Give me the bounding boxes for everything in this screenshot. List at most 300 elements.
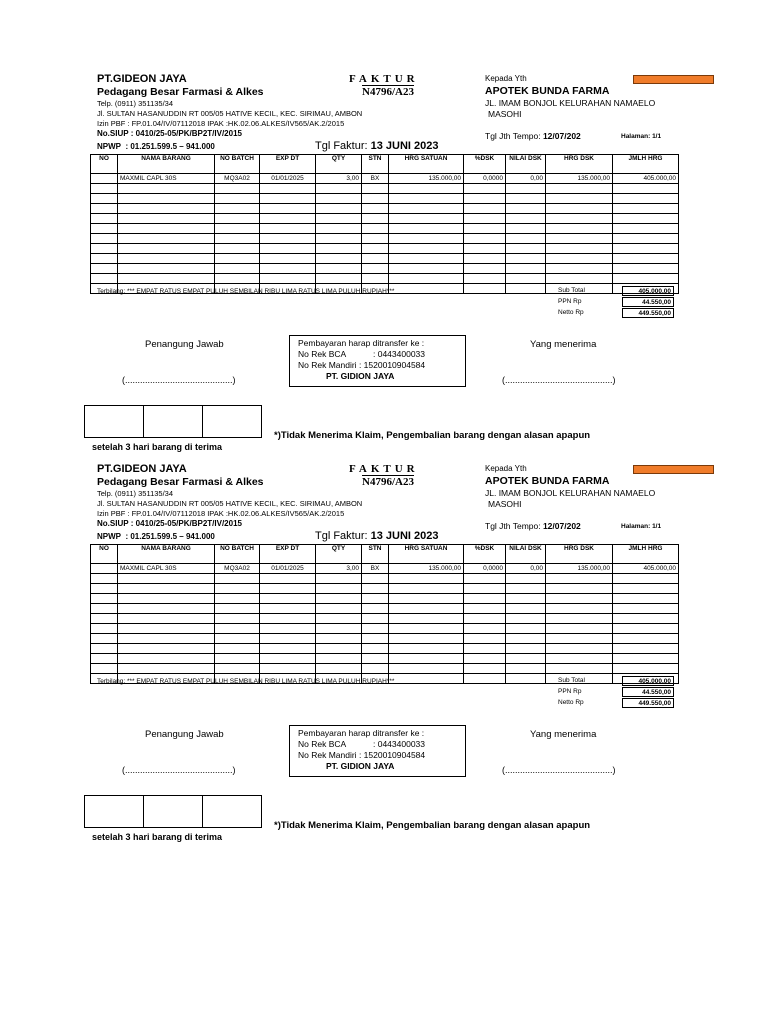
table-cell (118, 624, 215, 634)
table-cell (118, 224, 215, 234)
claim-notice: *)Tidak Menerima Klaim, Pengembalian barang dengan alasan apapun (274, 820, 591, 831)
subtotal-label: Sub Total (558, 677, 585, 684)
ppn-label: PPN Rp (558, 688, 582, 695)
company-siup (97, 519, 242, 528)
table-cell (464, 274, 506, 284)
table-cell (362, 194, 389, 204)
table-cell (118, 214, 215, 224)
accent-bar (633, 465, 714, 474)
table-cell (506, 634, 546, 644)
table-cell (389, 574, 464, 584)
company-subtitle: Pedagang Besar Farmasi & Alkes (97, 86, 264, 98)
account-name: PT. GIDION JAYA (326, 371, 395, 381)
table-cell (260, 274, 316, 284)
table-cell (260, 594, 316, 604)
netto-value: 449.550,00 (622, 698, 674, 708)
table-cell (613, 654, 679, 664)
table-cell (464, 234, 506, 244)
table-cell (389, 634, 464, 644)
signature-left-line: (...........................................) (122, 375, 236, 385)
table-cell (91, 244, 118, 254)
table-cell (546, 244, 613, 254)
table-cell (362, 654, 389, 664)
subtotal-value: 405.000,00 (622, 286, 674, 296)
company-npwp (97, 142, 215, 151)
table-cell (546, 664, 613, 674)
table-body (91, 174, 679, 294)
table-cell (316, 214, 362, 224)
table-cell (506, 654, 546, 664)
table-cell (215, 204, 260, 214)
table-cell (91, 234, 118, 244)
table-cell: 135.000,00 (389, 174, 464, 184)
column-header: JMLH HRG (613, 545, 679, 564)
table-row (91, 184, 679, 194)
table-cell (316, 234, 362, 244)
bca-label: No Rek BCA (298, 349, 347, 359)
table-cell (613, 234, 679, 244)
table-row (91, 234, 679, 244)
mandiri-label: No Rek Mandiri (298, 360, 357, 370)
table-cell (613, 184, 679, 194)
table-cell (362, 244, 389, 254)
table-cell (613, 204, 679, 214)
table-cell (506, 644, 546, 654)
table-cell (91, 584, 118, 594)
table-cell (316, 184, 362, 194)
table-cell (464, 214, 506, 224)
table-cell (464, 194, 506, 204)
table-cell (316, 254, 362, 264)
table-cell (215, 594, 260, 604)
faktur-date (315, 530, 439, 542)
table-cell (215, 244, 260, 254)
table-cell (316, 264, 362, 274)
signature-right-label: Yang menerima (530, 339, 597, 350)
table-cell (316, 224, 362, 234)
table-cell (260, 584, 316, 594)
signature-left-label: Penangung Jawab (145, 729, 224, 740)
table-cell (546, 194, 613, 204)
table-cell (118, 644, 215, 654)
table-cell (316, 614, 362, 624)
column-header: EXP DT (260, 545, 316, 564)
table-cell (91, 644, 118, 654)
company-address: Jl. SULTAN HASANUDDIN RT 005/05 HATIVE KECIL, KEC. SIRIMAU, AMBON (97, 109, 363, 118)
table-row (91, 224, 679, 234)
column-header: NO (91, 545, 118, 564)
table-cell (506, 674, 546, 684)
company-name: PT.GIDEON JAYA (97, 463, 187, 475)
table-cell (260, 624, 316, 634)
table-cell (118, 194, 215, 204)
table-cell: MAXMIL CAPL 30S (118, 564, 215, 574)
table-cell (316, 194, 362, 204)
table-cell (464, 654, 506, 664)
column-header: NAMA BARANG (118, 545, 215, 564)
table-cell (464, 634, 506, 644)
table-cell (118, 574, 215, 584)
table-row (91, 194, 679, 204)
due-date-value: 12/07/202 (542, 131, 581, 141)
table-row (91, 214, 679, 224)
table-cell (91, 654, 118, 664)
table-cell (91, 664, 118, 674)
page-number: Halaman: 1/1 (621, 523, 662, 530)
table-cell (118, 244, 215, 254)
table-cell (260, 654, 316, 664)
table-cell (389, 584, 464, 594)
table-cell (613, 644, 679, 654)
npwp-label: NPWP (97, 532, 121, 541)
company-subtitle: Pedagang Besar Farmasi & Alkes (97, 476, 264, 488)
netto-value: 449.550,00 (622, 308, 674, 318)
table-cell (389, 194, 464, 204)
table-cell (118, 184, 215, 194)
bca-account (298, 739, 425, 749)
column-header: STN (362, 545, 389, 564)
faktur-date-value: 13 JUNI 2023 (370, 530, 439, 542)
table-cell (215, 654, 260, 664)
table-row (91, 654, 679, 664)
customer-address-1: JL. IMAM BONJOL KELURAHAN NAMAELO (485, 98, 656, 108)
table-cell (613, 274, 679, 284)
due-date (485, 131, 581, 141)
table-cell (362, 594, 389, 604)
amount-in-words: Terbilang: *** EMPAT RATUS EMPAT PULUH SEMBILAN RIBU LIMA RATUS LIMA PULUH RUPIAH*** (97, 288, 395, 295)
table-cell: 3,00 (316, 564, 362, 574)
table-cell (464, 674, 506, 684)
table-cell: 0,0000 (464, 174, 506, 184)
mandiri-account (298, 360, 425, 370)
faktur-number: N4796/A23 (362, 86, 414, 98)
table-cell (215, 634, 260, 644)
column-header: STN (362, 155, 389, 174)
table-cell: 01/01/2025 (260, 564, 316, 574)
claim-notice: *)Tidak Menerima Klaim, Pengembalian barang dengan alasan apapun (274, 430, 591, 441)
table-row (91, 624, 679, 634)
table-row (91, 614, 679, 624)
table-cell (546, 644, 613, 654)
table-cell (389, 284, 464, 294)
table-cell (613, 584, 679, 594)
table-cell (464, 264, 506, 274)
npwp-value: : 01.251.599.5 – 941.000 (125, 532, 215, 541)
table-cell (260, 644, 316, 654)
table-cell (389, 664, 464, 674)
table-cell (464, 284, 506, 294)
table-cell (215, 584, 260, 594)
table-cell (546, 214, 613, 224)
table-cell (506, 194, 546, 204)
table-cell (546, 624, 613, 634)
stamp-cell (144, 796, 203, 827)
npwp-label: NPWP (97, 142, 121, 151)
table-cell (613, 604, 679, 614)
table-cell (464, 624, 506, 634)
siup-label: No.SIUP (97, 129, 129, 138)
table-cell (546, 204, 613, 214)
table-cell (613, 664, 679, 674)
table-cell (389, 654, 464, 664)
faktur-date-label: Tgl Faktur: (315, 140, 371, 152)
table-cell (389, 644, 464, 654)
table-cell (362, 254, 389, 264)
table-cell (546, 274, 613, 284)
table-cell (464, 204, 506, 214)
customer-address-1: JL. IMAM BONJOL KELURAHAN NAMAELO (485, 488, 656, 498)
column-header: NO BATCH (215, 545, 260, 564)
table-cell (118, 614, 215, 624)
table-cell (506, 234, 546, 244)
account-name: PT. GIDION JAYA (326, 761, 395, 771)
table-cell (506, 224, 546, 234)
faktur-title: FAKTUR (349, 73, 419, 85)
column-header: HRG DSK (546, 155, 613, 174)
table-cell (613, 264, 679, 274)
table-row (91, 564, 679, 574)
mandiri-value: : 1520010904584 (358, 750, 426, 760)
mandiri-account (298, 750, 425, 760)
stamp-cell (144, 406, 203, 437)
signature-right-line: (...........................................) (502, 375, 616, 385)
table-row (91, 604, 679, 614)
table-cell: BX (362, 174, 389, 184)
table-cell (260, 244, 316, 254)
column-header: NILAI DSK (506, 545, 546, 564)
table-cell (613, 594, 679, 604)
table-cell (215, 254, 260, 264)
faktur-date-value: 13 JUNI 2023 (370, 140, 439, 152)
table-cell (91, 564, 118, 574)
payment-box (289, 725, 466, 777)
table-cell (260, 194, 316, 204)
faktur-number: N4796/A23 (362, 476, 414, 488)
payment-instruction: Pembayaran harap ditransfer ke : (298, 338, 425, 348)
table-cell (546, 264, 613, 274)
table-cell (91, 184, 118, 194)
table-cell (215, 624, 260, 634)
table-cell (316, 604, 362, 614)
recipient-label: Kepada Yth (485, 464, 527, 473)
table-cell (260, 184, 316, 194)
stamp-boxes (84, 795, 262, 828)
faktur-date-label: Tgl Faktur: (315, 530, 371, 542)
accent-bar (633, 75, 714, 84)
column-header: QTY (316, 155, 362, 174)
payment-instruction: Pembayaran harap ditransfer ke : (298, 728, 425, 738)
table-cell: 405.000,00 (613, 174, 679, 184)
signature-right-line: (...........................................) (502, 765, 616, 775)
table-cell (118, 204, 215, 214)
table-cell (613, 254, 679, 264)
table-cell (215, 604, 260, 614)
company-npwp (97, 532, 215, 541)
table-cell: 0,00 (506, 174, 546, 184)
faktur-date (315, 140, 439, 152)
table-cell (91, 174, 118, 184)
table-cell (362, 274, 389, 284)
table-cell (613, 224, 679, 234)
table-cell (389, 264, 464, 274)
table-row (91, 254, 679, 264)
table-row (91, 634, 679, 644)
column-header: EXP DT (260, 155, 316, 174)
signature-right-label: Yang menerima (530, 729, 597, 740)
npwp-value: : 01.251.599.5 – 941.000 (125, 142, 215, 151)
table-cell (506, 184, 546, 194)
table-cell (613, 614, 679, 624)
table-cell (506, 584, 546, 594)
column-header: NO BATCH (215, 155, 260, 174)
table-cell (215, 274, 260, 284)
table-cell (260, 204, 316, 214)
ppn-value: 44.550,00 (622, 297, 674, 307)
table-cell (506, 604, 546, 614)
table-cell (316, 204, 362, 214)
table-cell: 0,0000 (464, 564, 506, 574)
table-cell (215, 224, 260, 234)
table-cell (464, 644, 506, 654)
table-cell (316, 654, 362, 664)
table-cell (546, 584, 613, 594)
customer-address-2: MASOHI (488, 499, 522, 509)
table-cell (389, 624, 464, 634)
table-cell (91, 574, 118, 584)
table-header-row (91, 545, 679, 564)
table-cell (362, 584, 389, 594)
table-cell (362, 264, 389, 274)
table-cell (546, 604, 613, 614)
stamp-cell (203, 406, 261, 437)
signature-left-label: Penangung Jawab (145, 339, 224, 350)
table-cell (506, 284, 546, 294)
column-header: NAMA BARANG (118, 155, 215, 174)
bca-account (298, 349, 425, 359)
table-row (91, 594, 679, 604)
table-cell (613, 574, 679, 584)
table-cell (464, 584, 506, 594)
siup-value: : 0410/25-05/PK/BP2T/IV/2015 (130, 129, 242, 138)
table-cell (464, 664, 506, 674)
items-table (90, 544, 679, 684)
table-cell (260, 214, 316, 224)
signature-left-line: (...........................................) (122, 765, 236, 775)
table-cell (215, 264, 260, 274)
netto-label: Netto Rp (558, 699, 584, 706)
table-cell (215, 644, 260, 654)
table-row (91, 174, 679, 184)
column-header: NO (91, 155, 118, 174)
customer-name: APOTEK BUNDA FARMA (485, 85, 610, 97)
table-cell (464, 574, 506, 584)
table-cell (464, 604, 506, 614)
column-header: %DSK (464, 155, 506, 174)
table-cell (316, 584, 362, 594)
company-license: Izin PBF : FP.01.04/IV/07112018 IPAK :HK.02.06.ALKES/IV565/AK.2/2015 (97, 119, 345, 128)
company-phone: Telp. (0911) 351135/34 (97, 489, 174, 498)
table-row (91, 574, 679, 584)
table-cell (91, 594, 118, 604)
table-cell (506, 664, 546, 674)
table-cell (506, 264, 546, 274)
table-cell (613, 214, 679, 224)
table-cell (215, 214, 260, 224)
table-cell (362, 634, 389, 644)
amount-in-words: Terbilang: *** EMPAT RATUS EMPAT PULUH SEMBILAN RIBU LIMA RATUS LIMA PULUH RUPIAH*** (97, 678, 395, 685)
invoice (0, 73, 768, 463)
table-cell (362, 214, 389, 224)
ppn-label: PPN Rp (558, 298, 582, 305)
table-cell (91, 634, 118, 644)
stamp-cell (203, 796, 261, 827)
table-cell (546, 594, 613, 604)
table-cell (260, 254, 316, 264)
table-cell (506, 594, 546, 604)
due-date-label: Tgl Jth Tempo: (485, 521, 543, 531)
table-cell (316, 274, 362, 284)
table-cell (91, 214, 118, 224)
table-cell (362, 664, 389, 674)
column-header: HRG SATUAN (389, 545, 464, 564)
netto-label: Netto Rp (558, 309, 584, 316)
table-cell (215, 234, 260, 244)
table-cell (546, 234, 613, 244)
table-cell: 0,00 (506, 564, 546, 574)
table-cell (464, 244, 506, 254)
table-cell (506, 614, 546, 624)
table-cell (260, 234, 316, 244)
table-cell (362, 204, 389, 214)
stamp-boxes (84, 405, 262, 438)
table-cell (389, 224, 464, 234)
table-cell (118, 274, 215, 284)
mandiri-label: No Rek Mandiri (298, 750, 357, 760)
table-cell (506, 214, 546, 224)
table-cell (316, 664, 362, 674)
table-cell (389, 184, 464, 194)
table-cell (91, 604, 118, 614)
table-row (91, 204, 679, 214)
table-cell (118, 584, 215, 594)
table-cell (260, 634, 316, 644)
table-cell (215, 664, 260, 674)
due-date (485, 521, 581, 531)
table-cell: MQ3A02 (215, 564, 260, 574)
table-cell (506, 254, 546, 264)
table-cell: MAXMIL CAPL 30S (118, 174, 215, 184)
siup-value: : 0410/25-05/PK/BP2T/IV/2015 (130, 519, 242, 528)
table-cell (389, 604, 464, 614)
table-cell (546, 654, 613, 664)
table-cell (613, 244, 679, 254)
company-address: Jl. SULTAN HASANUDDIN RT 005/05 HATIVE KECIL, KEC. SIRIMAU, AMBON (97, 499, 363, 508)
stamp-cell (85, 406, 144, 437)
table-cell (362, 224, 389, 234)
table-row (91, 644, 679, 654)
table-cell (464, 594, 506, 604)
column-header: NILAI DSK (506, 155, 546, 174)
table-cell (546, 224, 613, 234)
table-cell (506, 624, 546, 634)
table-cell (118, 634, 215, 644)
subtotal-label: Sub Total (558, 287, 585, 294)
table-cell: 405.000,00 (613, 564, 679, 574)
table-cell (389, 674, 464, 684)
column-header: QTY (316, 545, 362, 564)
table-cell (316, 594, 362, 604)
table-cell (389, 594, 464, 604)
